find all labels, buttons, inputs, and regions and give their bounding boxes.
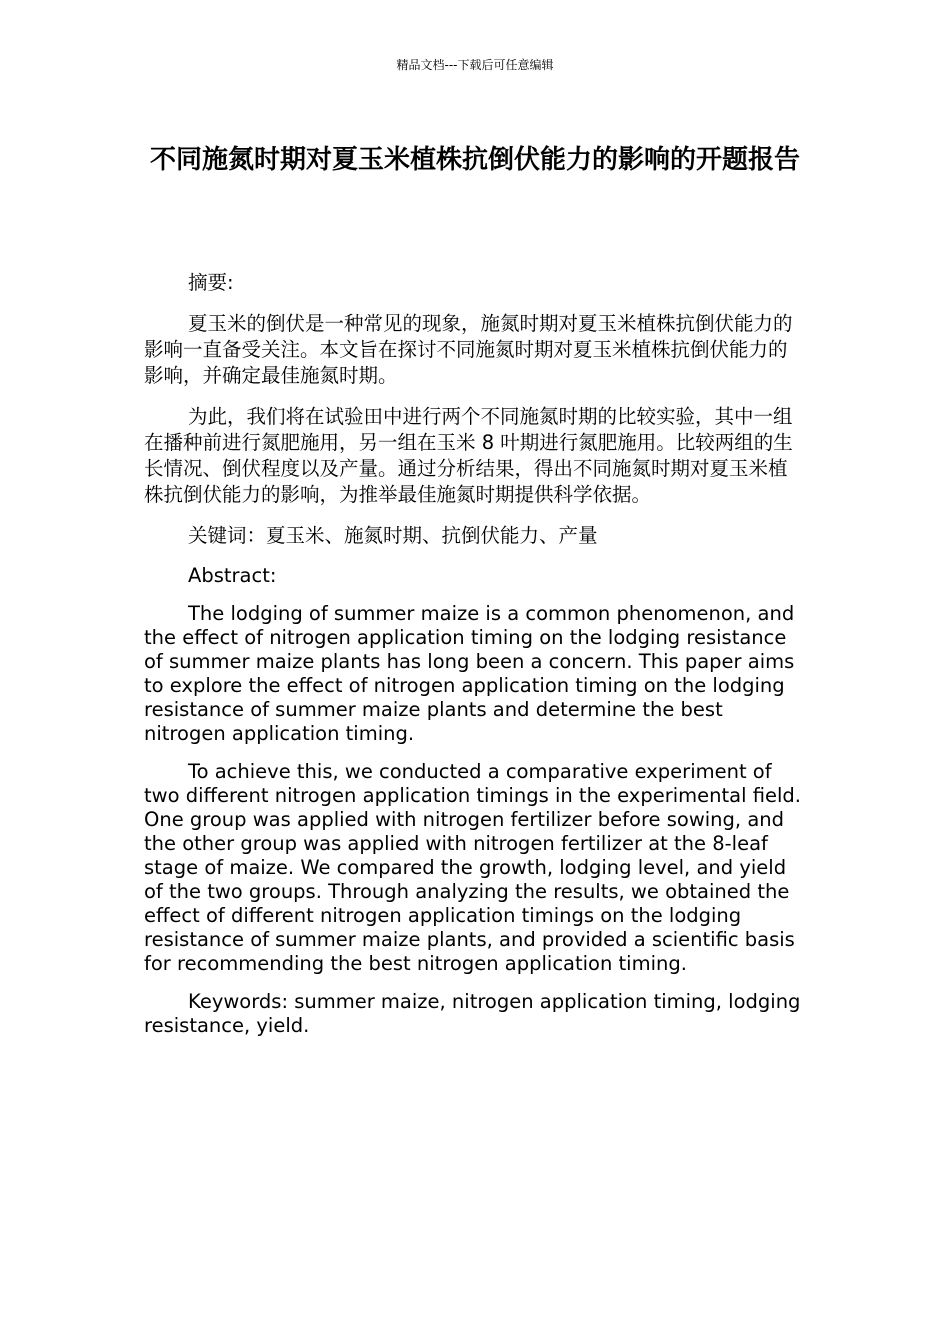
abstract-cn-paragraph-1: 夏玉米的倒伏是一种常见的现象，施氮时期对夏玉米植株抗倒伏能力的影响一直备受关注。本文旨在探讨不同施氮时期对夏玉米植株抗倒伏能力的影响，并确定最佳施氮时期。 [144, 312, 793, 387]
abstract-en-paragraph-1: The lodging of summer maize is a common phenomenon, and the effect of nitrogen application timing on the lodging resistance of summer maize plants has long been a concern. This paper aims to explore the effect of nitrogen application timing on the lodging resistance of summer maize plants and determine the best nitrogen application timing. [144, 602, 795, 745]
document-body [144, 270, 806, 1052]
abstract-cn-paragraph-2: 为此，我们将在试验田中进行两个不同施氮时期的比较实验，其中一组在播种前进行氮肥施用，另一组在玉米 8 叶期进行氮肥施用。比较两组的生长情况、倒伏程度以及产量。通过分析结果，得出不同施氮时期对夏玉米植株抗倒伏能力的影响，为推举最佳施氮时期提供科学依据。 [144, 405, 793, 506]
header-note: 精品文档---下载后可任意编辑 [396, 58, 554, 72]
keywords-cn: 关键词：夏玉米、施氮时期、抗倒伏能力、产量 [188, 524, 598, 547]
document-title: 不同施氮时期对夏玉米植株抗倒伏能力的影响的开题报告 [149, 145, 800, 175]
keywords-en: Keywords: summer maize, nitrogen application timing, lodging resistance, yield. [144, 990, 801, 1037]
abstract-en-paragraph-2: To achieve this, we conducted a comparative experiment of two different nitrogen application timings in the experimental field. One group was applied with nitrogen fertilizer before sowing, and the other group was applied with nitrogen fertilizer at the 8-leaf stage of maize. We compared the growth, lodging level, and yield of the two groups. Through analyzing the results, we obtained the effect of different nitrogen application timings on the lodging resistance of summer maize plants, and provided a scientific basis for recommending the best nitrogen application timing. [144, 760, 801, 975]
abstract-cn-label: 摘要: [188, 271, 234, 294]
abstract-en-label: Abstract: [188, 564, 277, 587]
